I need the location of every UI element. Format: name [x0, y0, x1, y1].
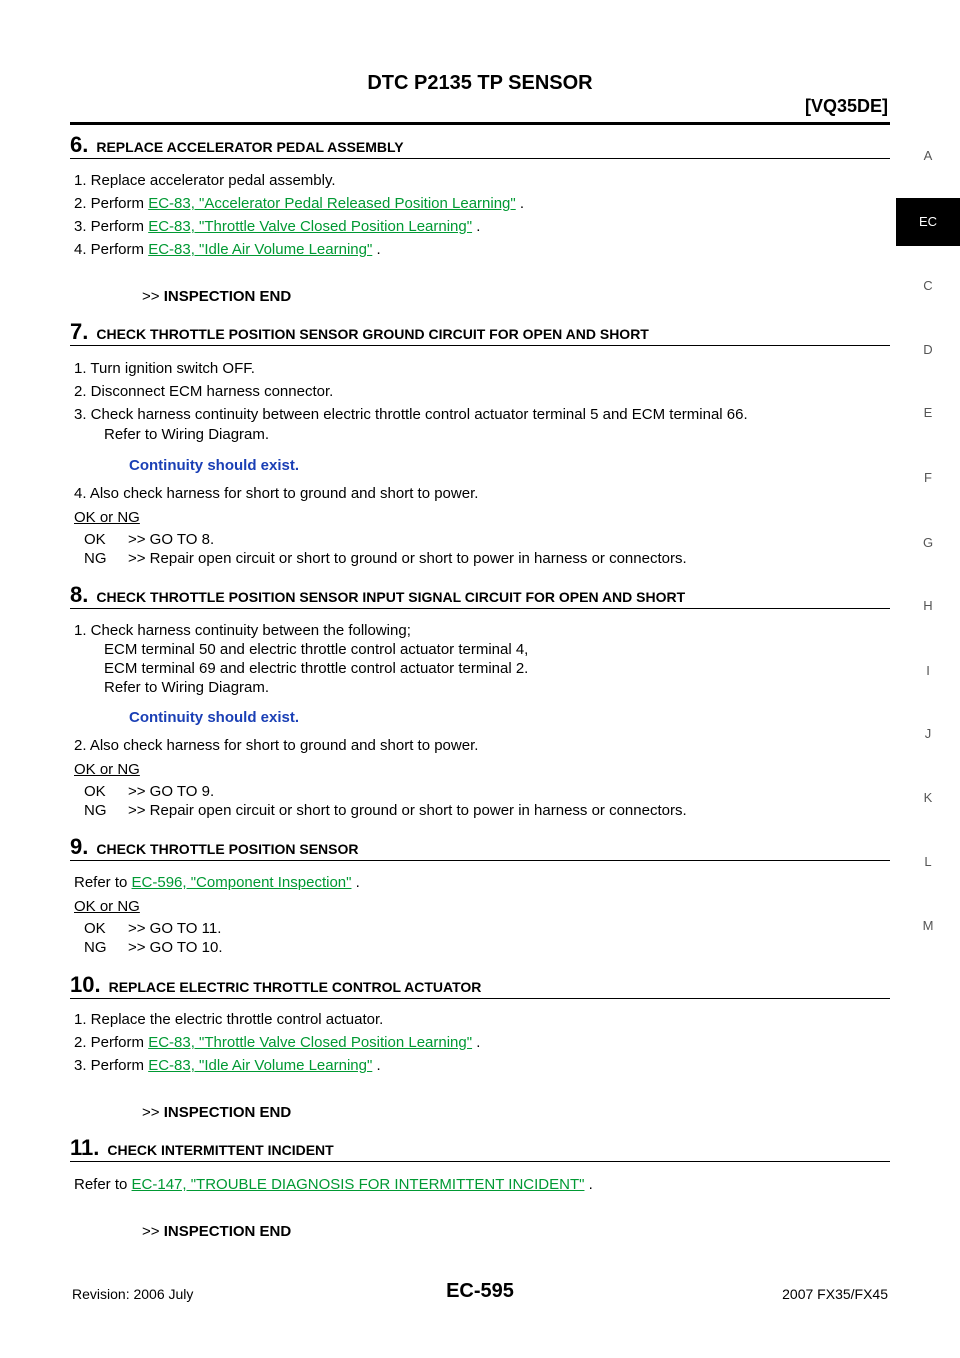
section-tabs — [896, 0, 960, 1358]
page-number: EC-595 — [446, 1280, 514, 1302]
tab-l[interactable]: L — [924, 854, 932, 869]
line-suffix: . — [351, 874, 360, 891]
step-title: CHECK THROTTLE POSITION SENSOR — [96, 841, 359, 857]
step-8-line-2: 2. Also check harness for short to ground and short to power. — [74, 737, 479, 754]
link-intermittent-incident[interactable]: EC-147, "TROUBLE DIAGNOSIS FOR INTERMITTENT INCIDENT" — [131, 1176, 585, 1193]
tab-a[interactable]: A — [923, 148, 933, 163]
ng-label: NG — [84, 802, 107, 819]
step-title: CHECK THROTTLE POSITION SENSOR INPUT SIGNAL CIRCUIT FOR OPEN AND SHORT — [96, 589, 686, 605]
tab-h[interactable]: H — [923, 598, 933, 613]
tab-k[interactable]: K — [923, 790, 933, 805]
ok-text: >> GO TO 11. — [128, 920, 222, 937]
line-suffix: . — [372, 1057, 381, 1074]
step-11-end — [142, 1223, 291, 1240]
tab-c[interactable]: C — [923, 278, 933, 293]
line-prefix: 4. Perform — [74, 241, 149, 258]
ok-or-ng-label: OK or NG — [74, 509, 140, 526]
line-suffix: . — [472, 1034, 481, 1051]
step-6-line-3 — [74, 218, 480, 235]
line-suffix: . — [372, 241, 381, 258]
step-number: 8. — [70, 582, 89, 607]
step-number: 10. — [70, 972, 101, 997]
continuity-spec: Continuity should exist. — [129, 709, 300, 726]
step-7-line-3-cont: Refer to Wiring Diagram. — [104, 426, 270, 443]
step-9-heading — [70, 834, 890, 861]
ng-label: NG — [84, 550, 107, 567]
line-suffix: . — [584, 1176, 593, 1193]
step-title: REPLACE ACCELERATOR PEDAL ASSEMBLY — [96, 139, 404, 155]
link-throttle-valve-learning[interactable]: EC-83, "Throttle Valve Closed Position Learning" — [148, 1034, 473, 1051]
step-number: 9. — [70, 834, 89, 859]
link-throttle-valve-learning[interactable]: EC-83, "Throttle Valve Closed Position Learning" — [148, 218, 473, 235]
step-6-line-2 — [74, 195, 524, 212]
step-6-line-4 — [74, 241, 381, 258]
line-suffix: . — [515, 195, 525, 212]
ok-text: >> GO TO 8. — [128, 531, 215, 548]
ng-label: NG — [84, 939, 107, 956]
step-number: 11. — [70, 1135, 100, 1160]
step-title: REPLACE ELECTRIC THROTTLE CONTROL ACTUATOR — [108, 979, 482, 995]
ng-text: >> Repair open circuit or short to ground or short to power in harness or connectors. — [128, 802, 687, 819]
tab-ec[interactable]: EC — [896, 198, 960, 246]
link-idle-air-learning[interactable]: EC-83, "Idle Air Volume Learning" — [148, 241, 373, 258]
line-prefix: 3. Perform — [74, 1057, 149, 1074]
step-7-line-4: 4. Also check harness for short to ground and short to power. — [74, 485, 479, 502]
revision-date: Revision: 2006 July — [72, 1286, 194, 1302]
ng-result — [84, 802, 687, 819]
tab-g[interactable]: G — [922, 535, 934, 550]
ng-result — [84, 550, 687, 567]
link-idle-air-learning[interactable]: EC-83, "Idle Air Volume Learning" — [148, 1057, 373, 1074]
line-suffix: . — [472, 218, 481, 235]
step-9-reference — [74, 874, 360, 891]
ok-label: OK — [84, 920, 106, 937]
end-arrow: >> — [142, 288, 164, 305]
step-10-end — [142, 1104, 291, 1121]
step-8-line-1b: ECM terminal 50 and electric throttle control actuator terminal 4, — [104, 641, 529, 658]
ng-text: >> GO TO 10. — [128, 939, 223, 956]
ok-label: OK — [84, 783, 106, 800]
end-label: INSPECTION END — [163, 288, 292, 305]
tab-m[interactable]: M — [922, 918, 934, 933]
model-name: 2007 FX35/FX45 — [782, 1286, 888, 1302]
step-11-reference — [74, 1176, 593, 1193]
step-8-heading — [70, 582, 890, 609]
step-8-line-1c: ECM terminal 69 and electric throttle control actuator terminal 2. — [104, 660, 529, 677]
step-number: 7. — [70, 319, 89, 344]
step-6-heading — [70, 132, 890, 159]
ng-result — [84, 939, 223, 956]
end-label: INSPECTION END — [163, 1223, 292, 1240]
step-6-end — [142, 288, 291, 305]
step-6-line-1: 1. Replace accelerator pedal assembly. — [74, 172, 336, 189]
ok-or-ng-label: OK or NG — [74, 761, 140, 778]
step-8-line-1: 1. Check harness continuity between the following; — [74, 622, 411, 639]
ng-text: >> Repair open circuit or short to ground or short to power in harness or connectors. — [128, 550, 687, 567]
tab-e[interactable]: E — [923, 405, 933, 420]
step-10-line-2 — [74, 1034, 480, 1051]
header-rule — [70, 122, 890, 125]
continuity-spec: Continuity should exist. — [129, 457, 300, 474]
ok-label: OK — [84, 531, 106, 548]
tab-f[interactable]: F — [924, 470, 932, 485]
line-prefix: 2. Perform — [74, 195, 149, 212]
step-8-line-1d: Refer to Wiring Diagram. — [104, 679, 270, 696]
line-prefix: 2. Perform — [74, 1034, 149, 1051]
ok-result — [84, 920, 221, 937]
line-prefix: Refer to — [74, 874, 132, 891]
ok-text: >> GO TO 9. — [128, 783, 215, 800]
end-arrow: >> — [142, 1223, 164, 1240]
line-prefix: Refer to — [74, 1176, 132, 1193]
ok-result — [84, 783, 214, 800]
ok-result — [84, 531, 214, 548]
step-7-line-2: 2. Disconnect ECM harness connector. — [74, 383, 334, 400]
step-number: 6. — [70, 132, 89, 157]
tab-d[interactable]: D — [923, 342, 933, 357]
tab-i[interactable]: I — [926, 663, 930, 678]
step-7-line-3: 3. Check harness continuity between electric throttle control actuator terminal 5 and ECM terminal 66. — [74, 406, 748, 423]
end-label: INSPECTION END — [163, 1104, 292, 1121]
step-10-heading — [70, 972, 890, 999]
step-title: CHECK INTERMITTENT INCIDENT — [107, 1142, 334, 1158]
step-7-line-1: 1. Turn ignition switch OFF. — [74, 360, 255, 377]
step-7-heading — [70, 319, 890, 346]
page-title: DTC P2135 TP SENSOR — [367, 72, 593, 94]
step-10-line-3 — [74, 1057, 381, 1074]
ok-or-ng-label: OK or NG — [74, 898, 140, 915]
line-prefix: 3. Perform — [74, 218, 149, 235]
link-accelerator-pedal-learning[interactable]: EC-83, "Accelerator Pedal Released Position Learning" — [148, 195, 516, 212]
step-10-line-1: 1. Replace the electric throttle control actuator. — [74, 1011, 384, 1028]
step-11-heading — [70, 1135, 890, 1162]
link-component-inspection[interactable]: EC-596, "Component Inspection" — [131, 874, 352, 891]
engine-code: [VQ35DE] — [804, 96, 888, 116]
tab-j[interactable]: J — [924, 726, 932, 741]
end-arrow: >> — [142, 1104, 164, 1121]
step-title: CHECK THROTTLE POSITION SENSOR GROUND CIRCUIT FOR OPEN AND SHORT — [96, 326, 649, 342]
